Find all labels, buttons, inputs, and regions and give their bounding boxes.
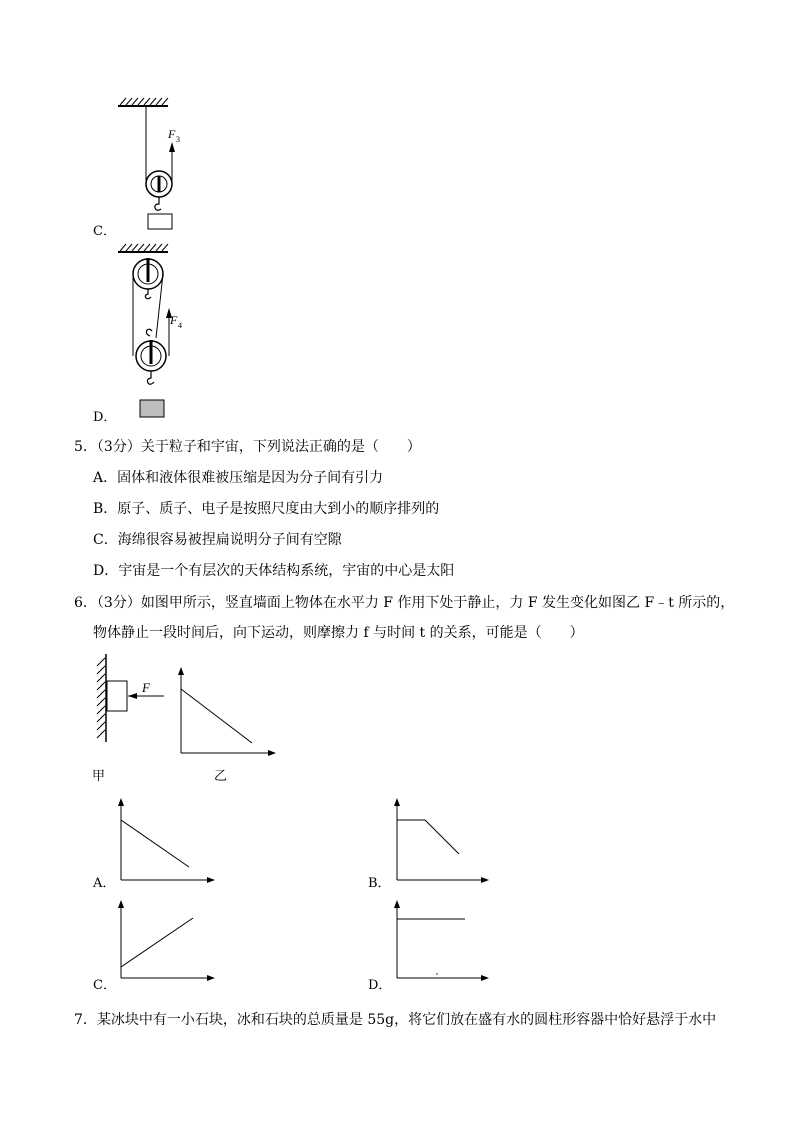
figure-jia (92, 652, 172, 747)
figure-d-pulley (110, 238, 200, 423)
force-f-label: F (142, 680, 150, 695)
pulley-d-drawing (110, 238, 200, 423)
graph-d-drawing (389, 898, 499, 988)
figure-yi-graph (172, 665, 282, 760)
q6-stem-line2: 物体静止一段时间后，向下运动，则摩擦力 f 与时间 t 的关系，可能是（ ） (93, 625, 584, 641)
q5-stem: 5．（3分）关于粒子和宇宙，下列说法正确的是（ ） (74, 439, 421, 455)
figure-c-pulley (110, 92, 200, 237)
q6-graph-d (389, 898, 499, 988)
q6-graph-b (389, 796, 499, 886)
q5-option-a: A．固体和液体很难被压缩是因为分子间有引力 (93, 470, 384, 486)
q6-option-b-label: B． (368, 876, 391, 891)
force-f3-subscript: 3 (176, 135, 180, 144)
option-d-label-top: D． (93, 410, 117, 425)
pulley-c-drawing (110, 92, 200, 237)
q5-option-c: C．海绵很容易被捏扁说明分子间有空隙 (93, 532, 342, 548)
q6-stem-line1: 6．（3分）如图甲所示，竖直墙面上物体在水平力 F 作用下处于静止，力 F 发生变化如图乙 F﹣t 所示的， (74, 595, 735, 611)
q5-option-b: B．原子、质子、电子是按照尺度由大到小的顺序排列的 (93, 501, 440, 517)
q5-option-d: D．宇宙是一个有层次的天体结构系统，宇宙的中心是太阳 (93, 563, 455, 579)
q6-graph-c (113, 898, 223, 988)
graph-c-drawing (113, 898, 223, 988)
graph-a-drawing (113, 796, 223, 886)
f-t-graph (172, 665, 282, 760)
graph-b-drawing (389, 796, 499, 886)
wall-block-drawing (92, 652, 172, 747)
q6-option-c-label: C． (93, 978, 116, 993)
force-f4-subscript: 4 (178, 321, 182, 330)
q6-graph-a (113, 796, 223, 886)
option-c-label-top: C． (93, 224, 116, 239)
q7-stem: 7．某冰块中有一小石块，冰和石块的总质量是 55g，将它们放在盛有水的圆柱形容器中恰好悬浮于水中 (74, 1012, 717, 1028)
force-f4-letter: F (170, 313, 178, 327)
force-f3-letter: F (168, 127, 176, 141)
q6-option-a-label: A． (93, 876, 116, 891)
figure-jia-label: 甲 (92, 769, 106, 784)
q6-option-d-label: D． (368, 978, 392, 993)
figure-yi-label: 乙 (214, 769, 228, 784)
